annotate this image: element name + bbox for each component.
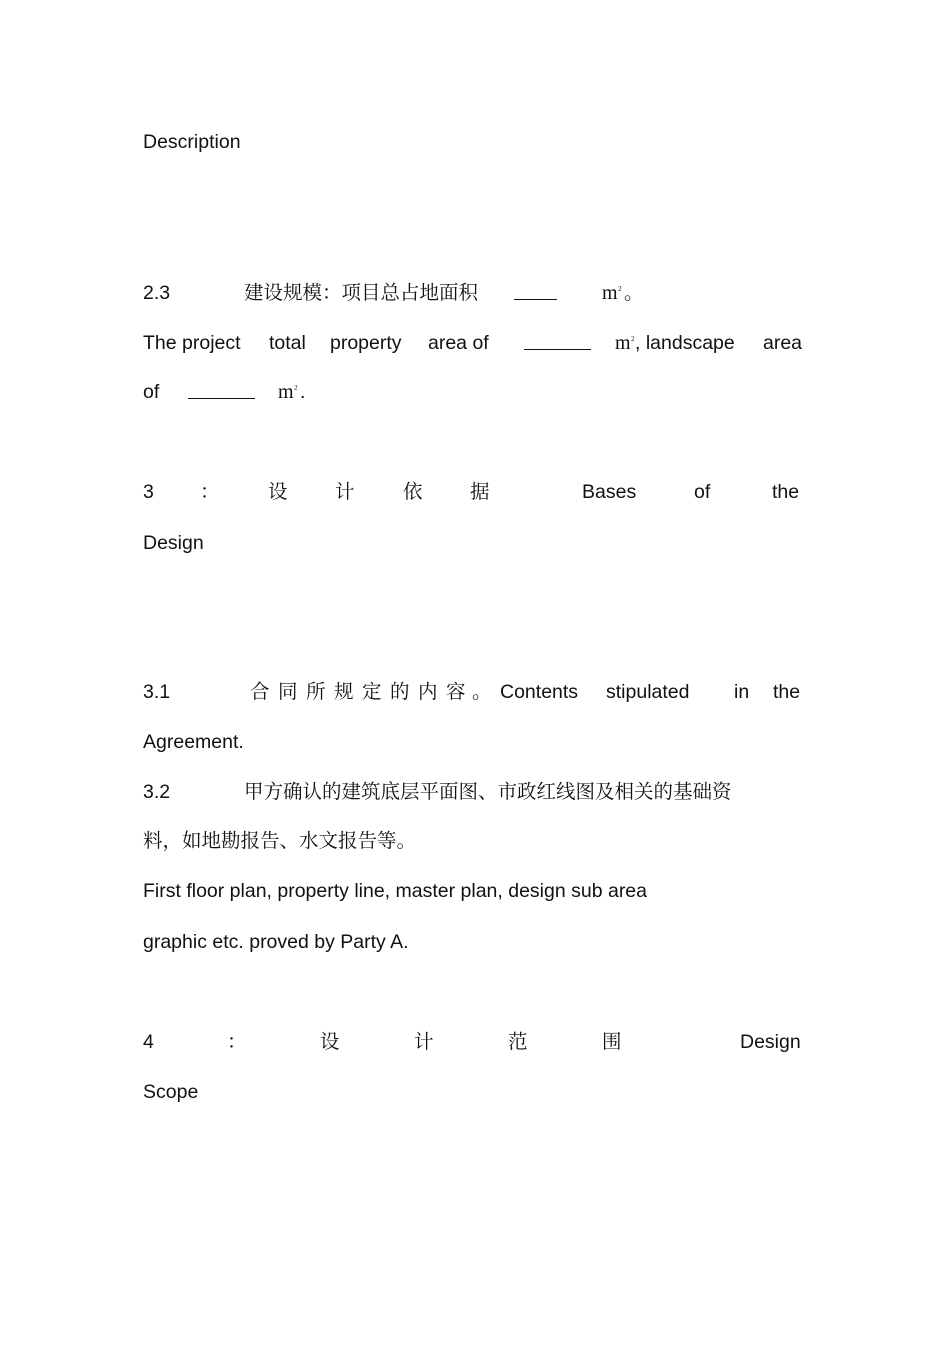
unit-square-meter: m 2 [615, 332, 635, 354]
cn-char: 围 [602, 1030, 622, 1053]
cn-char: 设 [320, 1030, 340, 1053]
section-number: 2.3 [143, 282, 171, 304]
section-3-2-cn-line2: 料，如地勘报告、水文报告等。 [143, 829, 417, 852]
cn-char: 定 [362, 680, 382, 703]
cn-char: 容 [446, 680, 466, 703]
section-number: 3.1 [143, 681, 171, 703]
en-word: area of [428, 332, 489, 354]
en-word: the [772, 481, 800, 503]
section-2-3-en-cont [143, 380, 306, 404]
colon: ： [200, 480, 220, 503]
en-word: in [734, 681, 750, 703]
end-punctuation: 。 [624, 281, 644, 304]
en-word: the [773, 681, 801, 703]
section-3-2-en-line1: First floor plan, property line, master plan, design sub area [143, 880, 648, 902]
section-2-3-cn-text: 建设规模：项目总占地面积 [244, 281, 479, 304]
cn-char: 的 [390, 680, 410, 703]
en-word: total [269, 332, 306, 354]
cn-char: 合 [250, 680, 270, 703]
unit-square-meter: m 2 [602, 282, 622, 304]
cn-char: 同 [278, 680, 298, 703]
en-word: area [763, 332, 803, 354]
cn-char: 。 [472, 680, 492, 703]
en-word: Bases [582, 481, 637, 503]
cn-char: 内 [418, 680, 438, 703]
en-word: stipulated [606, 681, 690, 703]
en-word: of [694, 481, 711, 503]
total-area-blank [514, 281, 557, 300]
cn-char: 计 [335, 480, 355, 503]
cn-char: 计 [414, 1030, 434, 1053]
cn-char: 规 [334, 680, 354, 703]
section-3-heading-cont: Design [143, 532, 204, 554]
en-word: property [330, 332, 402, 354]
cn-char: 设 [268, 480, 288, 503]
cn-char: 范 [508, 1030, 528, 1053]
section-3-2-en-line2: graphic etc. proved by Party A. [143, 931, 409, 953]
en-word: , landscape [635, 332, 735, 354]
section-3-heading [143, 480, 800, 504]
section-4-heading [143, 1030, 801, 1054]
section-3-1-line [143, 680, 801, 704]
unit-square-meter: m 2 [278, 381, 298, 403]
section-4-heading-cont: Scope [143, 1081, 199, 1103]
cn-char: 所 [306, 680, 326, 703]
cn-text: 甲方确认的建筑底层平面图、市政红线图及相关的基础资 [244, 780, 732, 803]
en-word: of [143, 381, 160, 403]
en-period: . [300, 381, 306, 403]
cn-char: 据 [470, 480, 490, 503]
en-word: Contents [500, 681, 579, 703]
en-word: Design [740, 1031, 801, 1053]
description-label: Description [143, 131, 241, 153]
section-number: 4 [143, 1031, 154, 1053]
en-word: The project [143, 332, 241, 354]
section-number: 3.2 [143, 781, 171, 803]
cn-char: 依 [403, 480, 423, 503]
section-3-1-cont: Agreement. [143, 731, 244, 753]
landscape-area-blank [188, 380, 255, 399]
section-3-2-cn-line1 [143, 780, 732, 804]
property-area-blank [524, 331, 591, 350]
section-2-3-cn-line [143, 281, 644, 305]
section-number: 3 [143, 481, 154, 503]
colon: ： [227, 1030, 247, 1053]
